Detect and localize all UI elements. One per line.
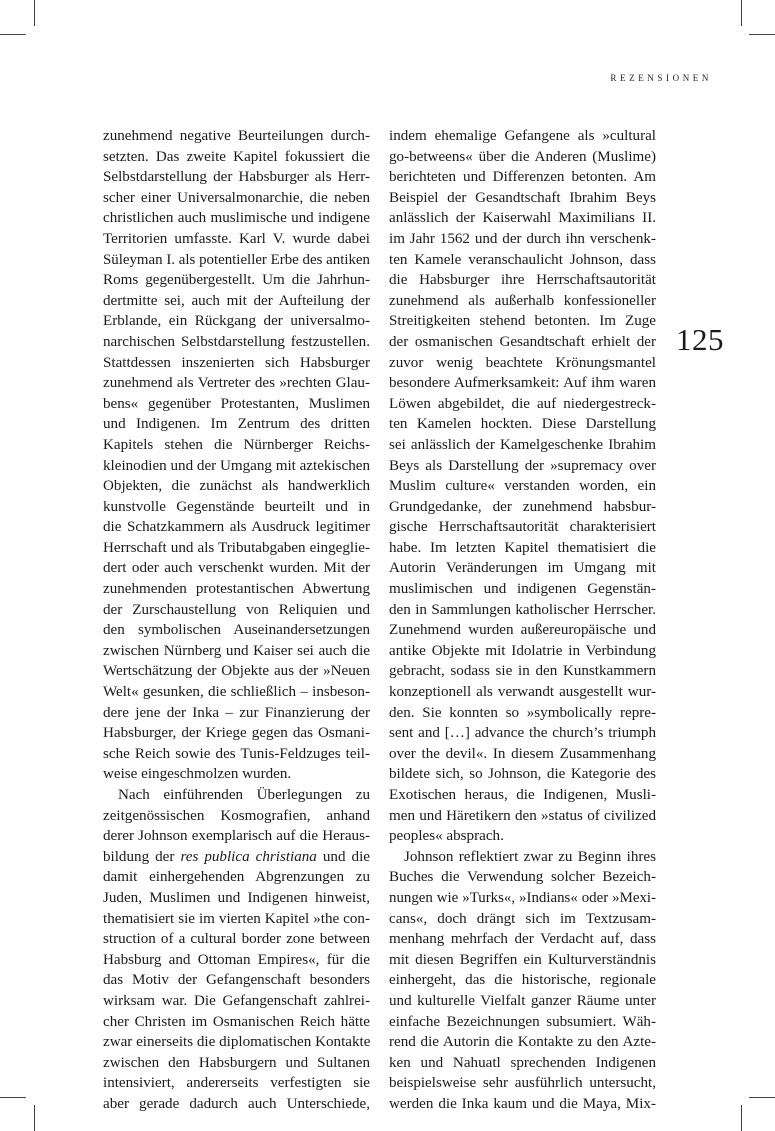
text-run: die Habsburger ihre Herrschaftsautorität (389, 272, 656, 289)
text-run: thematisiert sie im vierten Kapitel »the con- (103, 910, 370, 927)
text-line (389, 703, 656, 724)
text-run: Autorin Veränderungen im Umgang mit (389, 560, 656, 577)
text-line (103, 1012, 370, 1033)
text-line (389, 147, 656, 168)
text-run: Habsburg and Ottoman Empires«, für die (103, 951, 370, 968)
text-run: Zunehmend wurden außereuropäische und (389, 622, 656, 639)
text-line (389, 847, 656, 868)
text-line (103, 826, 370, 847)
text-line (389, 579, 656, 600)
text-line (103, 620, 370, 641)
text-run: bens« gegenüber Protestanten, Muslimen (103, 395, 370, 412)
text-run: sei anlässlich der Kamelgeschenke Ibrahim (389, 436, 656, 453)
text-run: derer Johnson exemplarisch auf die Heraus- (103, 828, 370, 845)
text-line (103, 785, 370, 806)
text-run: Stattdessen inszenierten sich Habsburger (103, 354, 370, 371)
text-run: kleinodien und der Umgang mit aztekischen (103, 457, 371, 474)
text-run: Roms gegenübergestellt. Um die Jahrhun- (103, 272, 370, 289)
text-run: Löwen abgebildet, die auf niedergestreck- (389, 395, 656, 412)
text-line (389, 208, 656, 229)
text-run: und die (316, 848, 370, 865)
text-run: der osmanischen Gesandtschaft erhielt der (389, 333, 656, 350)
text-run: peoples« absprach. (389, 828, 504, 845)
text-line (103, 579, 370, 600)
text-line (389, 229, 656, 250)
crop-mark-top-right-vertical (741, 0, 742, 26)
text-line (103, 147, 370, 168)
text-run: scher einer Universalmonarchie, die neben (103, 189, 370, 206)
text-run: Welt« gesunken, die schließlich – insbeson- (103, 684, 370, 701)
text-run: muslimischen und indigenen Gegenstän- (389, 581, 656, 598)
text-line (389, 929, 656, 950)
text-run: nungen wie »Turks«, »Indians« oder »Mexi- (389, 889, 656, 906)
text-run: christlichen auch muslimische und indigene (103, 210, 370, 227)
text-line (103, 353, 370, 374)
text-run: Territorien umfasste. Karl V. wurde dabei (103, 230, 370, 247)
text-run: struction of a cultural border zone between (103, 931, 370, 948)
crop-mark-top-left-vertical (34, 0, 35, 26)
text-run: Buches die Verwendung solcher Bezeich- (389, 869, 656, 886)
text-line (389, 1094, 656, 1115)
text-line (389, 538, 656, 559)
text-run: over the devil«. In diesem Zusammenhang (389, 745, 656, 762)
text-run: ten Kamelen hockten. Diese Darstellung (389, 416, 656, 433)
text-run: men und Häretikern den »status of civilized (389, 807, 656, 824)
text-line (389, 188, 656, 209)
text-run: rend die Autorin die Kontakte zu den Azte- (389, 1034, 656, 1051)
text-run: cher Christen im Osmanischen Reich hätte (103, 1013, 370, 1030)
text-run: setzten. Das zweite Kapitel fokussiert die (103, 148, 370, 165)
text-run: Grundgedanke, der zunehmend habsbur- (389, 498, 656, 515)
text-line (389, 785, 656, 806)
text-line (103, 1073, 370, 1094)
text-line (103, 641, 370, 662)
text-run: das Motiv der Gefangenschaft besonders (103, 972, 370, 989)
text-line (103, 435, 370, 456)
text-line (389, 476, 656, 497)
text-line (103, 373, 370, 394)
text-line (103, 332, 370, 353)
crop-mark-bottom-right-vertical (741, 1105, 742, 1131)
text-run: der Zurschaustellung von Reliquien und (103, 601, 370, 618)
text-run: einfache Bezeichnungen subsumiert. Wäh- (389, 1013, 656, 1030)
text-line (103, 703, 370, 724)
text-run: zunehmend als Vertreter des »rechten Glau- (103, 375, 370, 392)
crop-mark-top-right-horizontal (749, 34, 775, 35)
text-run: Exotischen heraus, die Indigenen, Musli- (389, 787, 656, 803)
text-run: zunehmend als außerhalb konfessioneller (389, 292, 656, 309)
text-run: Johnson reflektiert zwar zu Beginn ihres (404, 848, 656, 865)
text-line (103, 909, 370, 930)
text-run: cans«, doch drängt sich im Textzusam- (389, 910, 656, 927)
text-line (389, 394, 656, 415)
text-line (103, 929, 370, 950)
text-line (389, 291, 656, 312)
text-run: damit einhergehenden Abgrenzungen zu (103, 869, 370, 886)
text-run: den symbolischen Auseinandersetzungen (103, 622, 370, 639)
text-line (103, 847, 370, 868)
text-line (103, 229, 370, 250)
text-line (103, 970, 370, 991)
text-run: dere jene der Inka – zur Finanzierung der (103, 704, 370, 721)
text-run: sent and […] advance the church’s triumph (389, 725, 656, 742)
text-run: gische Herrschaftsautorität charakterisiert (389, 519, 656, 536)
text-line (103, 517, 370, 538)
text-run: Beys als Darstellung der »supremacy over (389, 457, 656, 474)
text-run: menhang mehrfach der Verdacht auf, dass (389, 931, 656, 948)
text-line (103, 950, 370, 971)
text-run: dertmitte sei, auch mit der Aufteilung der (103, 292, 370, 309)
text-run: intensiviert, andererseits verfestigten sie (103, 1075, 370, 1092)
text-line (389, 682, 656, 703)
text-line (389, 867, 656, 888)
text-run: den. Sie konnten so »symbolically repre- (389, 704, 656, 721)
text-run: Süleyman I. als potentieller Erbe des antiken (103, 251, 370, 268)
text-run: aber gerade dadurch auch Unterschiede, (103, 1095, 370, 1112)
crop-mark-bottom-right-horizontal (749, 1097, 775, 1098)
text-run: werden die Inka kaum und die Maya, Mix- (389, 1095, 656, 1112)
text-line (103, 208, 370, 229)
text-run: bildung der (103, 848, 181, 865)
text-line (389, 806, 656, 827)
text-run: konzeptionell als verwandt ausgestellt wur- (389, 684, 656, 701)
text-line (103, 538, 370, 559)
text-line (103, 394, 370, 415)
text-line (103, 414, 370, 435)
text-line (389, 250, 656, 271)
text-line (389, 620, 656, 641)
text-run: Streitigkeiten stehend betonten. Im Zuge (389, 313, 656, 330)
text-run: dert oder auch verschenkt wurden. Mit der (103, 560, 370, 577)
text-run: Wertschätzung der Objekte aus der »Neuen (103, 663, 370, 680)
text-line (103, 867, 370, 888)
text-line (103, 291, 370, 312)
text-line (389, 456, 656, 477)
text-line (103, 558, 370, 579)
text-run: ken und Nahuatl sprechenden Indigenen (389, 1054, 656, 1071)
text-line (389, 991, 656, 1012)
text-run: besondere Aufmerksamkeit: Auf ihm waren (389, 375, 656, 392)
text-line (389, 373, 656, 394)
text-run: zeitgenössischen Kosmografien, anhand (103, 807, 370, 824)
text-line (389, 723, 656, 744)
text-run: bildete sich, so Johnson, die Kategorie des (389, 766, 656, 783)
text-run: Habsburger, der Kriege gegen das Osmani- (103, 725, 370, 742)
text-run: zunehmenden protestantischen Abwertung (103, 581, 370, 598)
text-line (389, 950, 656, 971)
text-run: und kulturelle Vielfalt ganzer Räume unter (389, 992, 656, 1009)
text-line (103, 311, 370, 332)
running-head: rezensionen (610, 70, 712, 84)
text-line (103, 250, 370, 271)
crop-mark-bottom-left-vertical (34, 1105, 35, 1131)
text-line (389, 970, 656, 991)
text-line (103, 1094, 370, 1115)
text-run: mit diesen Begriffen ein Kulturverständnis (389, 951, 656, 968)
text-run: Nach einführenden Überlegungen zu (118, 787, 370, 803)
text-line (389, 744, 656, 765)
text-run: ten Kamele veranschaulicht Johnson, dass (389, 251, 656, 268)
text-line (103, 167, 370, 188)
text-line (103, 744, 370, 765)
text-line (389, 332, 656, 353)
text-line (389, 435, 656, 456)
text-line (389, 558, 656, 579)
text-line (389, 888, 656, 909)
text-line (389, 414, 656, 435)
crop-mark-bottom-left-horizontal (0, 1097, 26, 1098)
text-line (103, 661, 370, 682)
text-run: den in Sammlungen katholischer Herrscher. (389, 601, 656, 618)
text-line (389, 126, 656, 147)
text-line (389, 311, 656, 332)
text-line (103, 1053, 370, 1074)
crop-mark-top-left-horizontal (0, 34, 26, 35)
text-run: kunstvolle Gegenstände beurteilt und in (103, 498, 370, 515)
text-line (103, 126, 370, 147)
text-line (389, 909, 656, 930)
text-line (389, 1073, 656, 1094)
text-line (389, 167, 656, 188)
text-run: zwischen Nürnberg und Kaiser sei auch die (103, 642, 370, 659)
page-number: 125 (676, 322, 724, 357)
text-run: einhergeht, das die historische, regionale (389, 972, 656, 989)
text-run: zwar einerseits die diplomatischen Kontakte (103, 1034, 371, 1051)
text-run: im Jahr 1562 und der durch ihn verschenk- (389, 230, 656, 247)
text-line (103, 600, 370, 621)
text-run: berichteten und Differenzen betonten. Am (389, 169, 656, 186)
text-run: indem ehemalige Gefangene als »cultural (389, 128, 656, 144)
text-line (389, 1012, 656, 1033)
text-line (389, 641, 656, 662)
text-line (389, 600, 656, 621)
text-run: sche Reich sowie des Tunis-Feldzuges teil- (103, 745, 370, 762)
text-run: die Schatzkammern als Ausdruck legitimer (103, 519, 370, 536)
text-run: wirksam war. Die Gefangenschaft zahlrei- (103, 992, 370, 1009)
text-line (389, 353, 656, 374)
text-line (103, 888, 370, 909)
text-run: antike Objekte mit Idolatrie in Verbindung (389, 642, 656, 659)
text-run: Selbstdarstellung der Habsburger als Herr- (103, 169, 370, 186)
text-line (389, 497, 656, 518)
text-line (389, 826, 656, 847)
text-line (103, 682, 370, 703)
text-run: und Indigenen. Im Zentrum des dritten (103, 416, 370, 433)
text-line (389, 517, 656, 538)
text-line (103, 497, 370, 518)
text-run: zwischen den Habsburgern und Sultanen (103, 1054, 370, 1071)
text-run: habe. Im letzten Kapitel thematisiert die (389, 539, 656, 556)
text-line (103, 991, 370, 1012)
text-run: Herrschaft und als Tributabgaben eingeglie- (103, 539, 370, 556)
text-run: zuvor wenig beachtete Krönungsmantel (389, 354, 656, 371)
text-line (103, 764, 370, 785)
text-line (103, 456, 370, 477)
text-line (103, 188, 370, 209)
right-text-column (389, 126, 656, 1115)
italic-title: res publica christiana (180, 848, 317, 865)
text-run: zunehmend negative Beurteilungen durch- (103, 128, 370, 144)
text-line (389, 764, 656, 785)
text-run: Juden, Muslimen und Indigenen hinweist, (103, 889, 370, 906)
text-line (103, 270, 370, 291)
text-run: beispielsweise sehr ausführlich untersucht, (389, 1075, 656, 1092)
text-run: narchischen Selbstdarstellung festzustellen. (103, 333, 370, 350)
text-run: Muslim culture« verstanden worden, ein (389, 478, 656, 495)
text-run: anlässlich der Kaiserwahl Maximilians II. (389, 210, 656, 227)
text-run: gebracht, sodass sie in den Kunstkammern (389, 663, 656, 680)
text-run: go-betweens« über die Anderen (Muslime) (389, 148, 656, 165)
left-text-column (103, 126, 370, 1115)
text-run: Kapitels stehen die Nürnberger Reichs- (103, 436, 370, 453)
text-run: Objekten, die zunächst als handwerklich (103, 478, 370, 495)
text-line (103, 1032, 370, 1053)
text-line (389, 661, 656, 682)
text-run: Erblande, ein Rückgang der universalmo- (103, 313, 370, 330)
text-line (103, 723, 370, 744)
text-line (103, 476, 370, 497)
text-line (103, 806, 370, 827)
text-line (389, 1053, 656, 1074)
text-run: weise eingeschmolzen wurden. (103, 766, 292, 783)
text-line (389, 270, 656, 291)
text-line (389, 1032, 656, 1053)
text-run: Beispiel der Gesandtschaft Ibrahim Beys (389, 189, 656, 206)
